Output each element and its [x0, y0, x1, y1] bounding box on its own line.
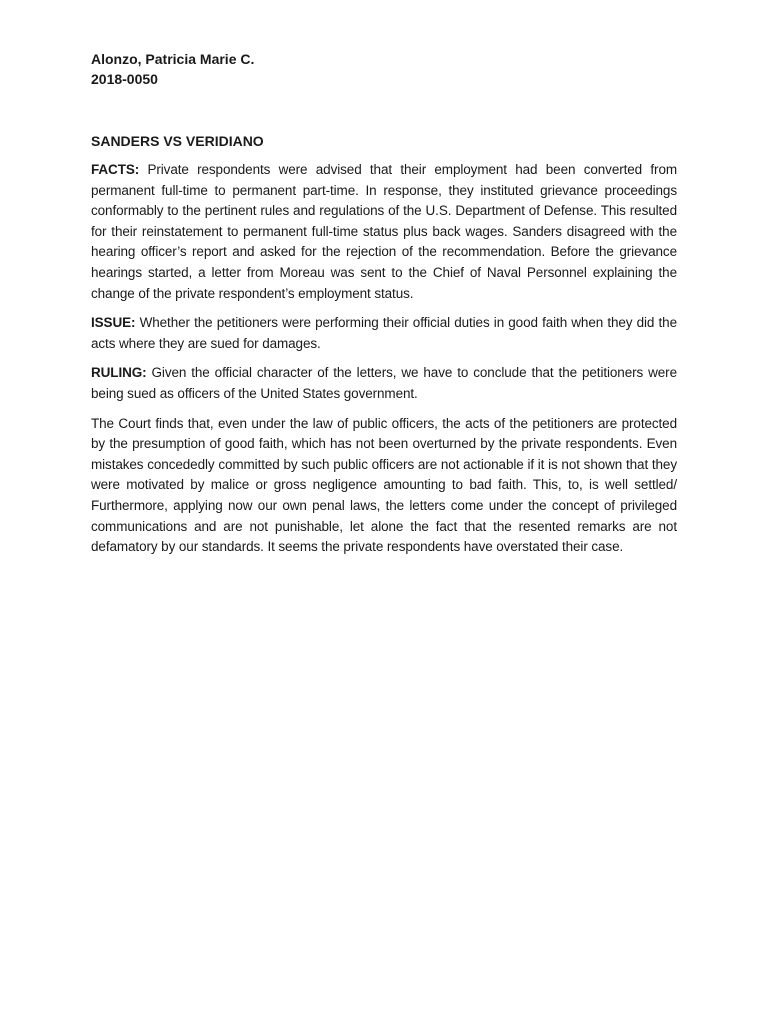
- document-body: [91, 49, 677, 567]
- ruling-label: RULING:: [91, 365, 147, 381]
- issue-paragraph: [91, 313, 677, 354]
- ruling-text: Given the official character of the letters, we have to conclude that the petitioners were being sued as officers of the United States government.: [91, 365, 677, 401]
- case-title: SANDERS VS VERIDIANO: [91, 133, 264, 149]
- ruling-paragraph: [91, 363, 677, 404]
- discussion-paragraph: The Court finds that, even under the law of public officers, the acts of the petitioners are protected by the presumption of good faith, which has not been overturned by the private respondents. Even mistakes concededly committed by such public officers are not actionable if it is not shown that they were motivated by malice or gross negligence amounting to bad faith. This, to, is well settled/ Furthermore, applying now our own penal laws, the letters come under the concept of privileged communications and are not punishable, let alone the fact that the resented remarks are not defamatory by our standards. It seems the private respondents have overstated their case.: [91, 415, 677, 555]
- issue-label: ISSUE:: [91, 315, 136, 331]
- author-name: Alonzo, Patricia Marie C.: [91, 51, 255, 67]
- issue-text: Whether the petitioners were performing their official duties in good faith when they did the acts where they are sued for damages.: [91, 315, 677, 351]
- facts-paragraph: [91, 160, 677, 304]
- student-number: 2018-0050: [91, 71, 158, 87]
- facts-label: FACTS:: [91, 162, 140, 177]
- facts-text: Private respondents were advised that their employment had been converted from permanent full-time to permanent part-time. In response, they instituted grievance proceedings conformably to the pertinent rules and regulations of the U.S. Department of Defense. This resulted for their reinstatement to permanent full-time status plus back wages. Sanders disagreed with the hearing officer’s report and asked for the rejection of the recommendation. Before the grievance hearings started, a letter from Moreau was sent to the Chief of Naval Personnel explaining the change of the private respondent’s employment status.: [91, 162, 677, 301]
